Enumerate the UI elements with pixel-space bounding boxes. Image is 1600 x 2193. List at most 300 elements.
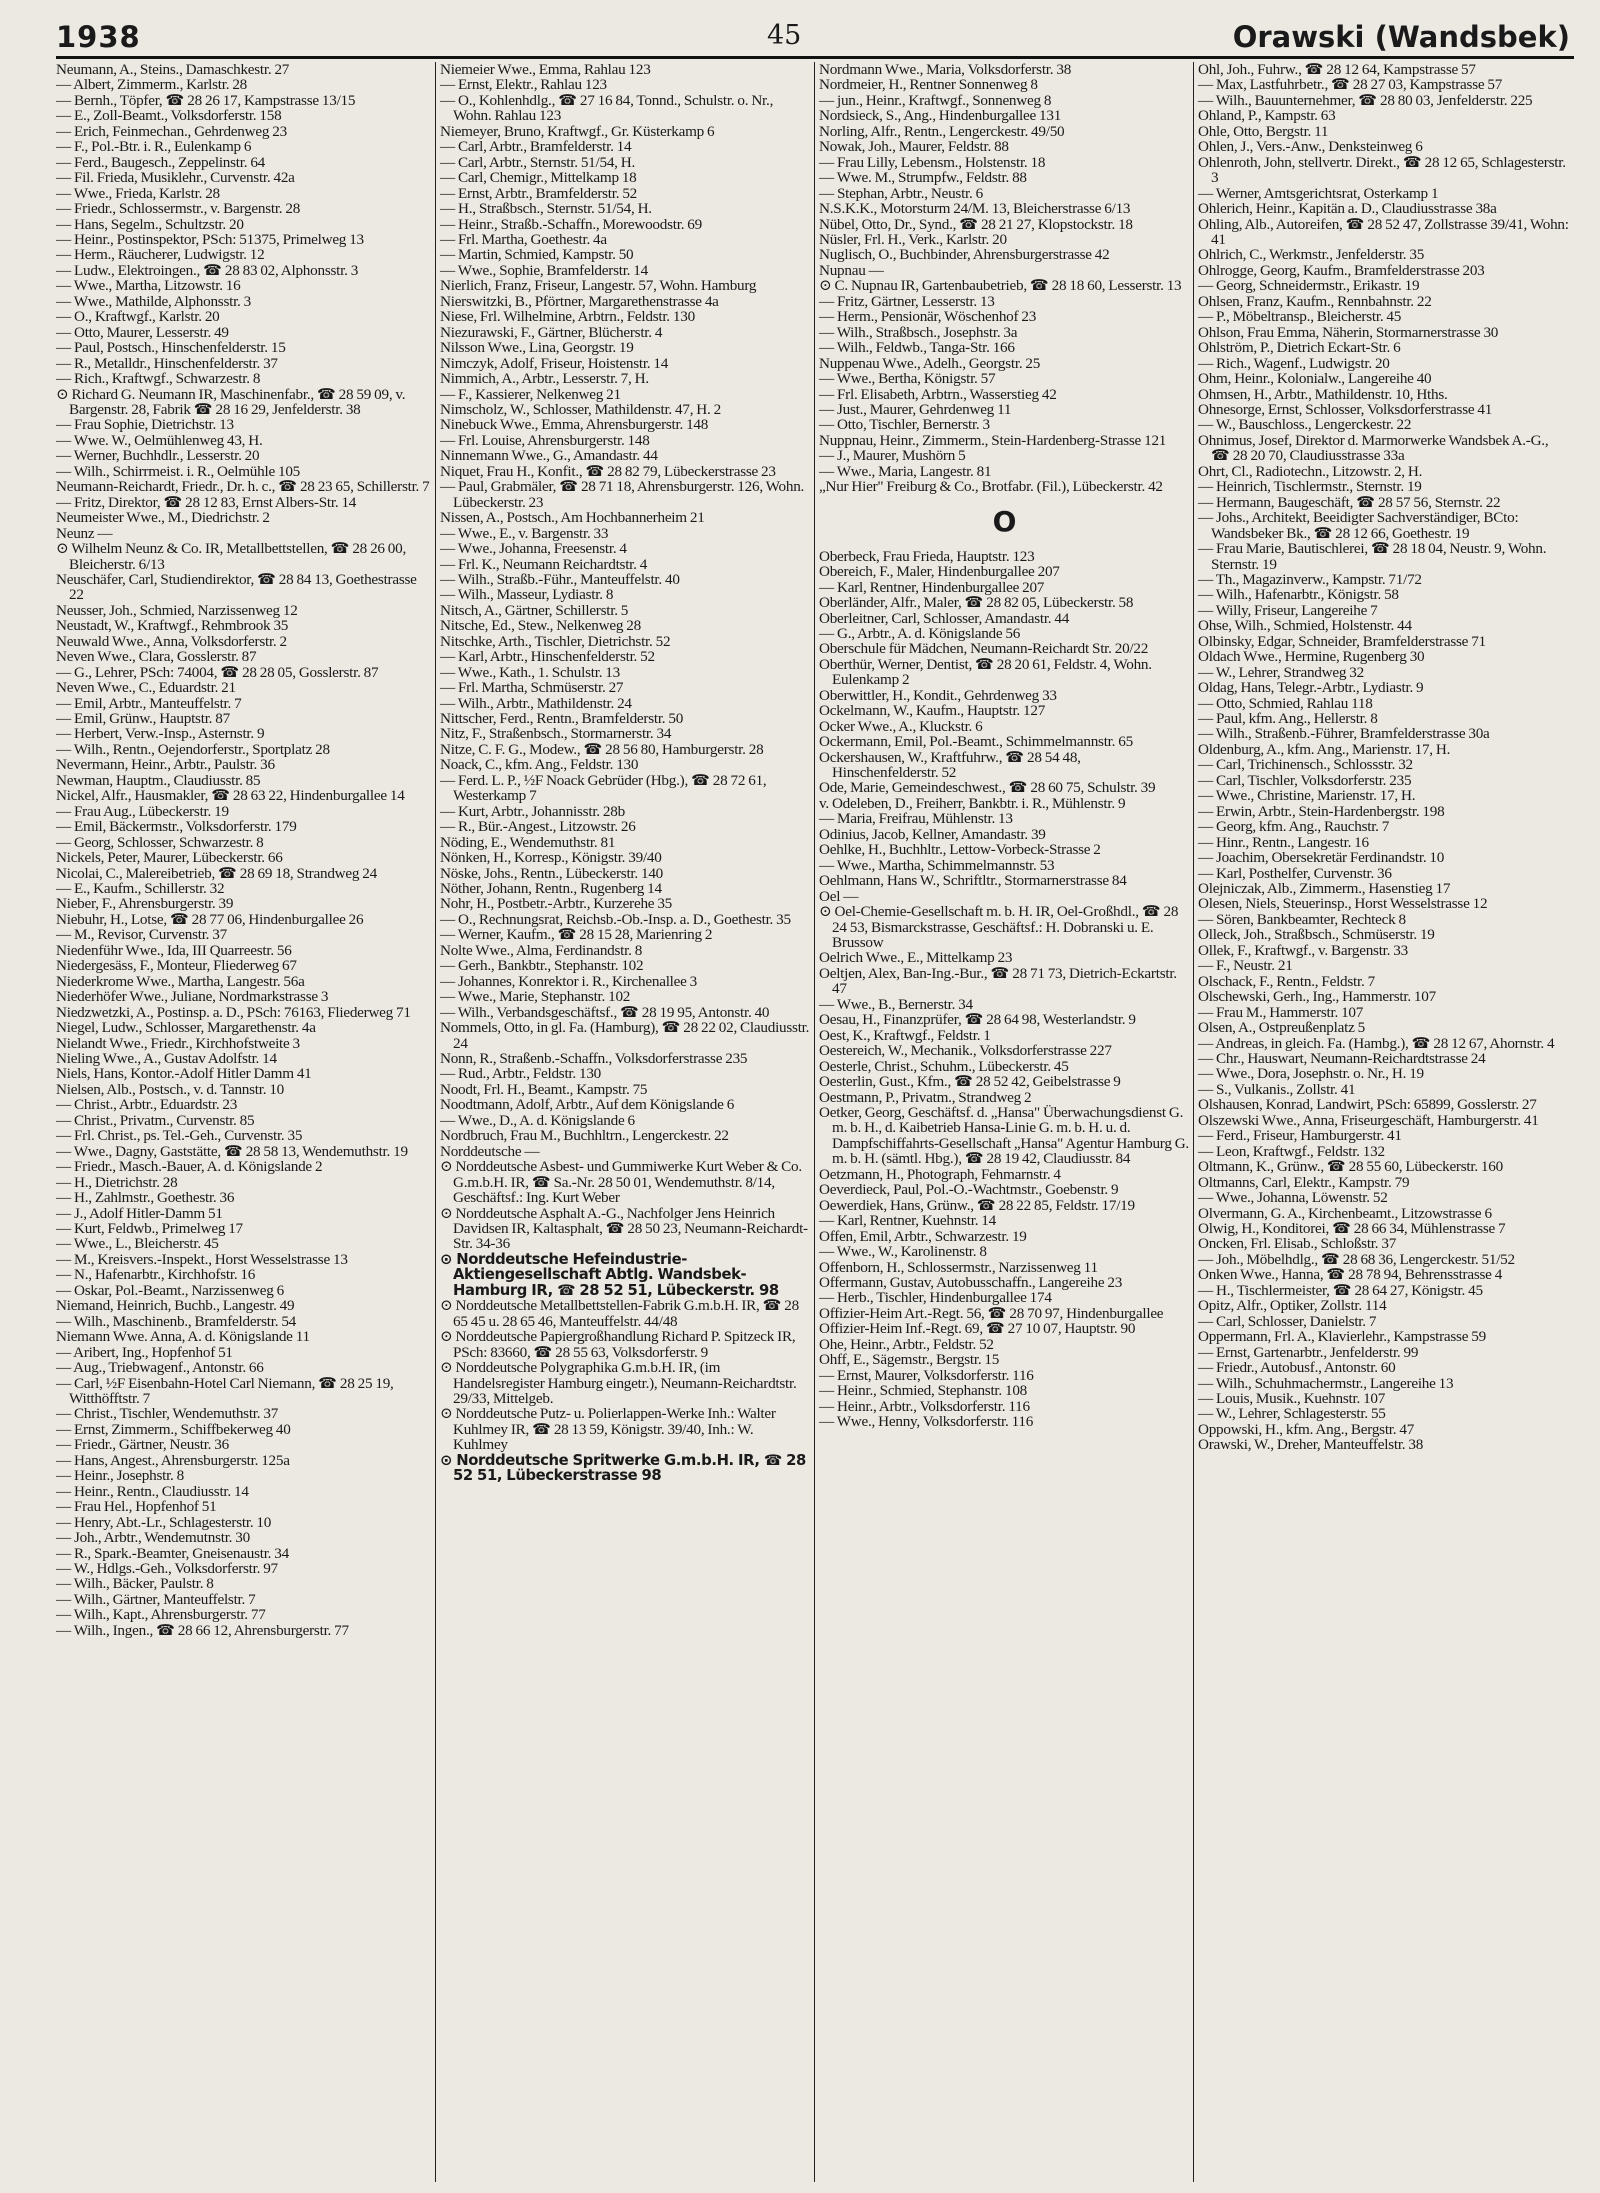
directory-entry: — Aribert, Ing., Hopfenhof 51 <box>56 1343 233 1361</box>
directory-entry: ⊙ Norddeutsche Polygraphika G.m.b.H. IR, (im Handelsregister Hamburg eingetr.), Neumann-Reichardtstr. 29/33, Mittelgeb. <box>440 1359 797 1407</box>
directory-entry: Oeverdieck, Paul, Pol.-O.-Wachtmstr., Goebenstr. 9 <box>819 1181 1119 1199</box>
directory-entry: Nitschke, Arth., Tischler, Dietrichstr. 52 <box>440 632 671 650</box>
directory-entry: — O., Kohlenhdlg., ☎ 27 16 84, Tonnd., Schulstr. o. Nr., Wohn. Rahlau 123 <box>440 91 774 125</box>
directory-entry: — Wilh., Bäcker, Paulstr. 8 <box>56 1575 214 1593</box>
directory-entry: — Frau Hel., Hopfenhof 51 <box>56 1498 217 1516</box>
directory-entry: Ohlström, P., Dietrich Eckart-Str. 6 <box>1198 339 1401 357</box>
directory-entry: — Hans, Segelm., Schultzstr. 20 <box>56 215 244 233</box>
directory-entry: — Wilh., Straßb.-Führ., Manteuffelstr. 40 <box>440 570 680 588</box>
directory-entry: — Karl, Posthelfer, Curvenstr. 36 <box>1198 864 1392 882</box>
directory-entry: — Aug., Triebwagenf., Antonstr. 66 <box>56 1359 264 1377</box>
directory-entry: — Friedr., Gärtner, Neustr. 36 <box>56 1436 229 1454</box>
directory-entry: — Johs., Architekt, Beeidigter Sachverständiger, BCto: Wandsbeker Bk., ☎ 28 12 66, Goethestr. 19 <box>1198 509 1519 542</box>
directory-entry: — Herm., Pensionär, Wöschenhof 23 <box>819 308 1037 326</box>
directory-entry: — W., Bauschloss., Lengerckestr. 22 <box>1198 416 1412 434</box>
directory-entry: Olschack, F., Rentn., Feldstr. 7 <box>1198 972 1375 990</box>
directory-entry: Oewerdiek, Hans, Grünw., ☎ 28 22 85, Feldstr. 17/19 <box>819 1196 1135 1214</box>
directory-entry: — Otto, Maurer, Lesserstr. 49 <box>56 323 229 341</box>
directory-entry: — Maria, Freifrau, Mühlenstr. 13 <box>819 810 1013 828</box>
directory-entry: Noodt, Frl. H., Beamt., Kampstr. 75 <box>440 1080 648 1098</box>
directory-entry: — Otto, Tischler, Bernerstr. 3 <box>819 416 990 434</box>
directory-entry: — W., Lehrer, Strandweg 32 <box>1198 663 1364 681</box>
directory-entry: — Sören, Bankbeamter, Rechteck 8 <box>1198 910 1406 928</box>
directory-entry: — Wwe., Marie, Stephanstr. 102 <box>440 988 631 1006</box>
directory-entry: Ohnesorge, Ernst, Schlosser, Volksdorferstrasse 41 <box>1198 400 1493 418</box>
directory-entry: Nimmich, A., Arbtr., Lesserstr. 7, H. <box>440 370 649 388</box>
directory-entry: Oetker, Georg, Geschäftsf. d. „Hansa" Überwachungsdienst G. m. b. H., d. Kaibetrieb Hansa-Linie G. m. b. H. u. d. Dampfschiffahrts-Gesellschaft „Hansa" Agentur Hamburg G. m. b. H. (sämtl. Hbg.), ☎ 28 19 42, Claudiusstr. 84 <box>819 1104 1189 1168</box>
directory-entry: Olbinsky, Edgar, Schneider, Bramfelderstrasse 71 <box>1198 632 1486 650</box>
directory-entry: — Albert, Zimmerm., Karlstr. 28 <box>56 76 248 94</box>
directory-entry: — Ferd. L. P., ½F Noack Gebrüder (Hbg.), ☎ 28 72 61, Westerkamp 7 <box>440 771 767 805</box>
directory-entry: ⊙ Wilhelm Neunz & Co. IR, Metallbettstellen, ☎ 28 26 00, Bleicherstr. 6/13 <box>56 540 407 573</box>
directory-entry: — H., Dietrichstr. 28 <box>56 1173 178 1191</box>
directory-entry: Niemann Wwe. Anna, A. d. Königslande 11 <box>56 1328 310 1346</box>
directory-entry: Ohlson, Frau Emma, Näherin, Stormarnerstrasse 30 <box>1198 323 1499 341</box>
directory-entry: — Wwe., Kath., 1. Schulstr. 13 <box>440 663 620 681</box>
directory-entry: — Erwin, Arbtr., Stein-Hardenbergstr. 198 <box>1198 802 1445 820</box>
directory-entry: Olesen, Niels, Steuerinsp., Horst Wesselstrasse 12 <box>1198 895 1488 913</box>
directory-entry: Ohle, Otto, Bergstr. 11 <box>1198 122 1329 140</box>
directory-entry: ⊙ Oel-Chemie-Gesellschaft m. b. H. IR, Oel-Großhdl., ☎ 28 24 53, Bismarckstrasse, Geschäftsf.: H. Dobranski u. E. Brussow <box>819 903 1179 952</box>
directory-entry: Niezurawski, F., Gärtner, Blücherstr. 4 <box>440 323 663 341</box>
directory-entry: Nüsler, Frl. H., Verk., Karlstr. 20 <box>819 230 1007 248</box>
directory-entry: Neumann, A., Steins., Damaschkestr. 27 <box>56 62 290 78</box>
directory-entry: — Paul, Postsch., Hinschenfelderstr. 15 <box>56 339 286 357</box>
directory-entry: — H., Zahlmstr., Goethestr. 36 <box>56 1189 235 1207</box>
directory-entry: Nissen, A., Postsch., Am Hochbannerheim 21 <box>440 509 705 527</box>
directory-entry: Oest, K., Kraftwgf., Feldstr. 1 <box>819 1026 991 1044</box>
directory-entry: — Frau Lilly, Lebensm., Holstenstr. 18 <box>819 153 1046 171</box>
directory-entry: — M., Revisor, Curvenstr. 37 <box>56 926 227 944</box>
directory-entry: Ninnemann Wwe., G., Amandastr. 44 <box>440 447 658 465</box>
directory-entry: — Frau Marie, Bautischlerei, ☎ 28 18 04, Neustr. 9, Wohn. Sternstr. 19 <box>1198 540 1547 573</box>
directory-entry: Newman, Hauptm., Claudiusstr. 85 <box>56 771 261 789</box>
directory-entry: — Friedr., Masch.-Bauer, A. d. Königslande 2 <box>56 1158 323 1176</box>
column-1 <box>56 62 435 2182</box>
header-rule <box>56 56 1574 59</box>
directory-entry: — P., Möbeltransp., Bleicherstr. 45 <box>1198 308 1402 326</box>
directory-entry: Ollek, F., Kraftwgf., v. Bargenstr. 33 <box>1198 941 1408 959</box>
directory-entry: Nommels, Otto, in gl. Fa. (Hamburg), ☎ 28 22 02, Claudiusstr. 24 <box>440 1019 810 1052</box>
directory-entry: Nordbruch, Frau M., Buchhltrn., Lengerckestr. 22 <box>440 1127 729 1145</box>
directory-entry: Noodtmann, Adolf, Arbtr., Auf dem Königslande 6 <box>440 1096 735 1114</box>
directory-entry: — Carl, ½F Eisenbahn-Hotel Carl Niemann, ☎ 28 25 19, Witthöfftstr. 7 <box>56 1374 394 1407</box>
directory-entry: — Georg, Schneidermstr., Erikastr. 19 <box>1198 277 1420 295</box>
directory-entry: — Wilh., Verbandsgeschäftsf., ☎ 28 19 95, Antonstr. 40 <box>440 1003 770 1021</box>
directory-entry: — Herb., Tischler, Hindenburgallee 174 <box>819 1289 1052 1307</box>
directory-entry: Neumann-Reichardt, Friedr., Dr. h. c., ☎ 28 23 65, Schillerstr. 7 <box>56 478 430 496</box>
directory-entry: — Wilh., Rentn., Oejendorferstr., Sportplatz 28 <box>56 740 330 758</box>
directory-entry: Ockermann, Emil, Pol.-Beamt., Schimmelmannstr. 65 <box>819 733 1133 751</box>
directory-entry: Niegel, Ludw., Schlosser, Margarethenstr. 4a <box>56 1019 316 1037</box>
directory-entry: — Willy, Friseur, Langereihe 7 <box>1198 601 1378 619</box>
directory-entry: — F., Pol.-Btr. i. R., Eulenkamp 6 <box>56 138 252 156</box>
directory-entry: — Georg, kfm. Ang., Rauchstr. 7 <box>1198 818 1390 836</box>
directory-entry: Offizier-Heim Inf.-Regt. 69, ☎ 27 10 07, Hauptstr. 90 <box>819 1320 1136 1338</box>
directory-entry: Offen, Emil, Arbtr., Schwarzestr. 19 <box>819 1227 1027 1245</box>
directory-entry: — Fritz, Gärtner, Lesserstr. 13 <box>819 292 995 310</box>
directory-entry: Nuppenau Wwe., Adelh., Georgstr. 25 <box>819 354 1041 372</box>
directory-entry: — Christ., Arbtr., Eduardstr. 23 <box>56 1096 238 1114</box>
directory-entry: — H., Straßbsch., Sternstr. 51/54, H. <box>440 200 652 218</box>
directory-entry: Nöske, Johs., Rentn., Lübeckerstr. 140 <box>440 864 664 882</box>
directory-entry: Nevermann, Heinr., Arbtr., Paulstr. 36 <box>56 756 275 774</box>
directory-entry: v. Odeleben, D., Freiherr, Bankbtr. i. R., Mühlenstr. 9 <box>819 794 1126 812</box>
directory-entry: — Carl, Arbtr., Bramfelderstr. 14 <box>440 138 632 156</box>
directory-entry: — R., Spark.-Beamter, Gneisenaustr. 34 <box>56 1544 289 1562</box>
directory-entry: — Wwe., Dagny, Gaststätte, ☎ 28 58 13, Wendemuthstr. 19 <box>56 1142 408 1160</box>
directory-entry: — Johannes, Konrektor i. R., Kirchenallee 3 <box>440 972 698 990</box>
directory-entry: „Nur Hier" Freiburg & Co., Brotfabr. (Fil.), Lübeckerstr. 42 <box>819 478 1163 496</box>
directory-entry: — Emil, Arbtr., Manteuffelstr. 7 <box>56 694 242 712</box>
directory-columns <box>56 62 1574 2182</box>
directory-entry: — Emil, Bäckermstr., Volksdorferstr. 179 <box>56 818 297 836</box>
directory-entry: — W., Lehrer, Schlagesterstr. 55 <box>1198 1405 1386 1423</box>
directory-entry: Niederkrome Wwe., Martha, Langestr. 56a <box>56 972 305 990</box>
directory-entry: Nilsson Wwe., Lina, Georgstr. 19 <box>440 339 634 357</box>
directory-entry: Nierlich, Franz, Friseur, Langestr. 57, Wohn. Hamburg <box>440 277 757 295</box>
directory-entry: Olshausen, Konrad, Landwirt, PSch: 65899, Gosslerstr. 27 <box>1198 1096 1537 1114</box>
directory-entry: — R., Metalldr., Hinschenfelderstr. 37 <box>56 354 278 372</box>
directory-entry: Nielsen, Alb., Postsch., v. d. Tannstr. 10 <box>56 1080 285 1098</box>
directory-entry: Niederhöfer Wwe., Juliane, Nordmarkstrasse 3 <box>56 988 329 1006</box>
directory-entry: Oberthür, Werner, Dentist, ☎ 28 20 61, Feldstr. 4, Wohn. Eulenkamp 2 <box>819 655 1152 689</box>
directory-entry: Oetzmann, H., Photograph, Fehmarnstr. 4 <box>819 1165 1061 1183</box>
directory-entry: Ohlerich, Heinr., Kapitän a. D., Claudiusstrasse 38a <box>1198 200 1497 218</box>
directory-entry: — E., Zoll-Beamt., Volksdorferstr. 158 <box>56 107 282 125</box>
directory-entry: Neustadt, W., Kraftwgf., Rehmbrook 35 <box>56 617 289 635</box>
directory-entry: — Just., Maurer, Gehrdenweg 11 <box>819 400 1012 418</box>
directory-entry: Oeltjen, Alex, Ban-Ing.-Bur., ☎ 28 71 73, Dietrich-Eckartstr. 47 <box>819 964 1177 998</box>
directory-entry: Nitsch, A., Gärtner, Schillerstr. 5 <box>440 601 629 619</box>
directory-entry: Ohm, Heinr., Kolonialw., Langereihe 40 <box>1198 370 1432 388</box>
directory-entry: — Emil, Grünw., Hauptstr. 87 <box>56 710 230 728</box>
directory-entry: — Wwe., Frieda, Karlstr. 28 <box>56 184 220 202</box>
directory-entry: ⊙ Norddeutsche Papiergroßhandlung Richard P. Spitzeck IR, PSch: 83660, ☎ 28 55 63, Volksdorferstr. 9 <box>440 1328 796 1361</box>
directory-entry: Olsen, A., Ostpreußenplatz 5 <box>1198 1019 1365 1037</box>
directory-entry: — Ludw., Elektroingen., ☎ 28 83 02, Alphonsstr. 3 <box>56 261 359 279</box>
directory-entry: — Max, Lastfuhrbetr., ☎ 28 27 03, Kampstrasse 57 <box>1198 76 1503 94</box>
directory-entry: Oel — <box>819 887 859 905</box>
directory-entry: Nonn, R., Straßenb.-Schaffn., Volksdorferstrasse 235 <box>440 1050 748 1067</box>
directory-entry: ⊙ Richard G. Neumann IR, Maschinenfabr., ☎ 28 59 09, v. Bargenstr. 28, Fabrik ☎ 28 16 29, Jenfelderstr. 38 <box>56 385 406 418</box>
directory-entry: Niese, Frl. Wilhelmine, Arbtrn., Feldstr. 130 <box>440 308 695 326</box>
directory-entry: — Karl, Rentner, Hindenburgallee 207 <box>819 578 1045 596</box>
directory-entry: Offenborn, H., Schlossermstr., Narzissenweg 11 <box>819 1258 1098 1276</box>
directory-entry: — Kurt, Feldwb., Primelweg 17 <box>56 1219 243 1237</box>
directory-entry: — Joh., Arbtr., Wendemutnstr. 30 <box>56 1529 250 1547</box>
directory-entry: Oehlke, H., Buchhltr., Lettow-Vorbeck-Strasse 2 <box>819 841 1101 859</box>
directory-entry: Nittscher, Ferd., Rentn., Bramfelderstr. 50 <box>440 710 684 728</box>
directory-entry: Nickel, Alfr., Hausmakler, ☎ 28 63 22, Hindenburgallee 14 <box>56 787 405 805</box>
directory-entry: — Wilh., Kapt., Ahrensburgerstr. 77 <box>56 1606 266 1624</box>
directory-entry: Oehlmann, Hans W., Schriftltr., Stormarnerstrasse 84 <box>819 872 1127 890</box>
directory-entry: Niebuhr, H., Lotse, ☎ 28 77 06, Hindenburgallee 26 <box>56 910 364 928</box>
directory-entry: — Wwe., Martha, Schimmelmannstr. 53 <box>819 856 1055 874</box>
directory-entry: Niedenführ Wwe., Ida, III Quarreestr. 56 <box>56 941 292 959</box>
directory-entry: — Wwe., Dora, Josephstr. o. Nr., H. 19 <box>1198 1065 1424 1083</box>
directory-entry: — Frl. K., Neumann Reichardtstr. 4 <box>440 555 648 573</box>
directory-entry: — Wilh., Gärtner, Manteuffelstr. 7 <box>56 1590 256 1608</box>
directory-entry: — Heinrich, Tischlermstr., Sternstr. 19 <box>1198 478 1422 496</box>
directory-entry: — Wwe., Mathilde, Alphonsstr. 3 <box>56 292 251 310</box>
directory-entry: — Martin, Schmied, Kampstr. 50 <box>440 246 634 264</box>
directory-entry: Nieling Wwe., A., Gustav Adolfstr. 14 <box>56 1050 277 1067</box>
directory-entry: — Wilh., Feldwb., Tanga-Str. 166 <box>819 339 1015 357</box>
directory-entry: Oestereich, W., Mechanik., Volksdorferstrasse 227 <box>819 1042 1112 1060</box>
directory-entry: — Rud., Arbtr., Feldstr. 130 <box>440 1065 602 1083</box>
directory-entry: Niedzwetzki, A., Postinsp. a. D., PSch: 76163, Fliederweg 71 <box>56 1003 411 1021</box>
directory-entry: — Wwe. W., Oelmühlenweg 43, H. <box>56 431 263 449</box>
directory-entry: — Wilh., Straßenb.-Führer, Bramfelderstrasse 30a <box>1198 725 1490 743</box>
directory-entry: — Bernh., Töpfer, ☎ 28 26 17, Kampstrasse 13/15 <box>56 91 356 109</box>
directory-entry: — Wilh., Arbtr., Mathildenstr. 24 <box>440 694 632 712</box>
directory-entry: Nieber, F., Ahrensburgerstr. 39 <box>56 895 234 913</box>
directory-entry: — Wwe., Sophie, Bramfelderstr. 14 <box>440 261 648 279</box>
directory-entry: — Kurt, Arbtr., Johannisstr. 28b <box>440 802 625 820</box>
directory-entry: Ockelmann, W., Kaufm., Hauptstr. 127 <box>819 702 1046 720</box>
directory-entry: — Rich., Wagenf., Ludwigstr. 20 <box>1198 354 1390 372</box>
directory-entry: — Hermann, Baugeschäft, ☎ 28 57 56, Sternstr. 22 <box>1198 493 1501 511</box>
directory-entry: — G., Lehrer, PSch: 74004, ☎ 28 28 05, Gosslerstr. 87 <box>56 663 379 681</box>
directory-entry: — O., Rechnungsrat, Reichsb.-Ob.-Insp. a. D., Goethestr. 35 <box>440 910 791 928</box>
directory-entry: ⊙ C. Nupnau IR, Gartenbaubetrieb, ☎ 28 18 60, Lesserstr. 13 <box>819 277 1182 295</box>
directory-entry: — Th., Magazinverw., Kampstr. 71/72 <box>1198 570 1422 588</box>
directory-entry: Oldag, Hans, Telegr.-Arbtr., Lydiastr. 9 <box>1198 679 1424 697</box>
directory-entry: Oelrich Wwe., E., Mittelkamp 23 <box>819 949 1013 967</box>
directory-entry: N.S.K.K., Motorsturm 24/M. 13, Bleicherstrasse 6/13 <box>819 200 1131 218</box>
directory-entry: Oldenburg, A., kfm. Ang., Marienstr. 17, H. <box>1198 740 1451 758</box>
directory-entry: — Karl, Rentner, Kuehnstr. 14 <box>819 1212 996 1230</box>
directory-entry: Neusser, Joh., Schmied, Narzissenweg 12 <box>56 601 298 619</box>
directory-entry: — Herbert, Verw.-Insp., Asternstr. 9 <box>56 725 265 743</box>
directory-entry: Nöther, Johann, Rentn., Rugenberg 14 <box>440 880 662 898</box>
directory-entry: Niels, Hans, Kontor.-Adolf Hitler Damm 41 <box>56 1065 312 1083</box>
directory-entry: Offizier-Heim Art.-Regt. 56, ☎ 28 70 97, Hindenburgallee <box>819 1304 1164 1322</box>
directory-entry: Ockershausen, W., Kraftfuhrw., ☎ 28 54 48, Hinschenfelderstr. 52 <box>819 748 1081 782</box>
directory-entry: — Wwe. M., Strumpfw., Feldstr. 88 <box>819 169 1027 187</box>
directory-entry: Nitze, C. F. G., Modew., ☎ 28 56 80, Hamburgerstr. 28 <box>440 740 764 758</box>
directory-entry: — Fritz, Direktor, ☎ 28 12 83, Ernst Albers-Str. 14 <box>56 493 357 511</box>
directory-entry: — Paul, Grabmäler, ☎ 28 71 18, Ahrensburgerstr. 126, Wohn. Lübeckerstr. 23 <box>440 478 805 511</box>
directory-entry: — Christ., Tischler, Wendemuthstr. 37 <box>56 1405 279 1423</box>
directory-entry: Oberbeck, Frau Frieda, Hauptstr. 123 <box>819 547 1035 565</box>
directory-entry: — Frl. Christ., ps. Tel.-Geh., Curvenstr. 35 <box>56 1127 303 1145</box>
directory-entry: — Wilh., Schuhmachermstr., Langereihe 13 <box>1198 1374 1454 1392</box>
directory-entry: — Frau M., Hammerstr. 107 <box>1198 1003 1364 1021</box>
directory-entry: Odinius, Jacob, Kellner, Amandastr. 39 <box>819 825 1046 843</box>
directory-entry: Niedergesäss, F., Monteur, Fliederweg 67 <box>56 957 297 975</box>
directory-entry: — Wilh., Bauunternehmer, ☎ 28 80 03, Jenfelderstr. 225 <box>1198 91 1533 109</box>
directory-entry: — Heinr., Schmied, Stephanstr. 108 <box>819 1382 1028 1400</box>
directory-entry: — Frl. Martha, Goethestr. 4a <box>440 230 607 248</box>
directory-entry: Olschewski, Gerh., Ing., Hammerstr. 107 <box>1198 988 1436 1006</box>
directory-entry: — Wwe., E., v. Bargenstr. 33 <box>440 524 609 542</box>
directory-entry: Ode, Marie, Gemeindeschwest., ☎ 28 60 75, Schulstr. 39 <box>819 779 1156 797</box>
directory-entry: — Wwe., L., Bleicherstr. 45 <box>56 1235 219 1253</box>
directory-entry: Olwig, H., Konditorei, ☎ 28 66 34, Mühlenstrasse 7 <box>1198 1219 1506 1237</box>
directory-entry: Obereich, F., Maler, Hindenburgallee 207 <box>819 563 1060 581</box>
directory-entry: — Wilh., Masseur, Lydiastr. 8 <box>440 586 614 604</box>
directory-entry: ⊙ Norddeutsche Hefeindustrie-Aktiengesellschaft Abtlg. Wandsbek-Hamburg IR, ☎ 28 52 51, Lübeckerstr. 98 <box>440 1250 779 1299</box>
directory-entry: Nickels, Peter, Maurer, Lübeckerstr. 66 <box>56 849 283 867</box>
directory-entry: Niemand, Heinrich, Buchb., Langestr. 49 <box>56 1297 295 1315</box>
directory-entry: Nimczyk, Adolf, Friseur, Hoistenstr. 14 <box>440 354 669 372</box>
directory-entry: Offermann, Gustav, Autobusschaffn., Langereihe 23 <box>819 1273 1123 1291</box>
directory-entry: Oberländer, Alfr., Maler, ☎ 28 82 05, Lübeckerstr. 58 <box>819 594 1134 612</box>
directory-entry: Ohmsen, H., Arbtr., Mathildenstr. 10, Hths. <box>1198 385 1448 403</box>
directory-entry: Nübel, Otto, Dr., Synd., ☎ 28 21 27, Klopstockstr. 18 <box>819 215 1133 233</box>
directory-entry: — Wilh., Straßbsch., Josephstr. 3a <box>819 323 1018 341</box>
directory-entry: ⊙ Norddeutsche Putz- u. Polierlappen-Werke Inh.: Walter Kuhlmey IR, ☎ 28 13 59, Königstr. 39/40, Inh.: W. Kuhlmey <box>440 1405 776 1454</box>
directory-entry: — Ernst, Elektr., Rahlau 123 <box>440 76 607 94</box>
directory-entry: Ohlenroth, John, stellvertr. Direkt., ☎ 28 12 65, Schlagesterstr. 3 <box>1198 153 1566 187</box>
directory-entry: — Joh., Möbelhdlg., ☎ 28 68 36, Lengerckestr. 51/52 <box>1198 1250 1515 1268</box>
directory-entry: — Rich., Kraftwgf., Schwarzestr. 8 <box>56 370 261 388</box>
running-title: Orawski (Wandsbek) <box>1232 20 1570 54</box>
directory-entry: — Ferd., Baugesch., Zeppelinstr. 64 <box>56 153 266 171</box>
directory-entry: Niquet, Frau H., Konfit., ☎ 28 82 79, Lübeckerstrasse 23 <box>440 462 776 480</box>
directory-entry: Neunz — <box>56 524 113 542</box>
directory-entry: Olvermann, G. A., Kirchenbeamt., Litzowstrasse 6 <box>1198 1204 1492 1222</box>
directory-entry: — S., Vulkanis., Zollstr. 41 <box>1198 1080 1356 1098</box>
directory-entry: — Frau Sophie, Dietrichstr. 13 <box>56 416 234 434</box>
directory-entry: — Georg, Schlosser, Schwarzestr. 8 <box>56 833 264 851</box>
column-2 <box>435 62 814 2182</box>
directory-entry: ⊙ Norddeutsche Asbest- und Gummiwerke Kurt Weber & Co. G.m.b.H. IR, ☎ Sa.-Nr. 28 50 01, Wendemuthstr. 8/14, Geschäftsf.: Ing. Kurt Weber <box>440 1158 802 1207</box>
column-3 <box>814 62 1193 2182</box>
page-header <box>52 14 1570 62</box>
directory-entry: Oestmann, P., Privatm., Strandweg 2 <box>819 1088 1032 1106</box>
directory-entry: Nupnau — <box>819 261 884 279</box>
directory-entry: — M., Kreisvers.-Inspekt., Horst Wesselstrasse 13 <box>56 1250 348 1268</box>
directory-entry: Onken Wwe., Hanna, ☎ 28 78 94, Behrensstrasse 4 <box>1198 1266 1503 1284</box>
directory-entry: Neuschäfer, Carl, Studiendirektor, ☎ 28 84 13, Goethestrasse 22 <box>56 570 417 604</box>
directory-entry: — Carl, Arbtr., Sternstr. 51/54, H. <box>440 153 636 171</box>
directory-entry: — Henry, Abt.-Lr., Schlagesterstr. 10 <box>56 1513 272 1531</box>
directory-entry: — O., Kraftwgf., Karlstr. 20 <box>56 308 220 326</box>
directory-entry: Nowak, Joh., Maurer, Feldstr. 88 <box>819 138 1009 156</box>
directory-entry: — Hans, Angest., Ahrensburgerstr. 125a <box>56 1451 290 1469</box>
directory-entry: Oberleitner, Carl, Schlosser, Amandastr. 44 <box>819 609 1070 627</box>
directory-entry: — Leon, Kraftwgf., Feldstr. 132 <box>1198 1142 1385 1160</box>
directory-entry: — Andreas, in gleich. Fa. (Hambg.), ☎ 28 12 67, Ahornstr. 4 <box>1198 1034 1555 1052</box>
directory-entry: — Carl, Trichinensch., Schlossstr. 32 <box>1198 756 1413 774</box>
directory-entry: — Stephan, Arbtr., Neustr. 6 <box>819 184 983 202</box>
directory-entry: Noack, C., kfm. Ang., Feldstr. 130 <box>440 756 639 774</box>
directory-entry: Ohlsen, Franz, Kaufm., Rennbahnstr. 22 <box>1198 292 1432 310</box>
directory-entry: Ocker Wwe., A., Kluckstr. 6 <box>819 717 983 735</box>
directory-entry: — Werner, Kaufm., ☎ 28 15 28, Marienring 2 <box>440 926 713 944</box>
directory-entry: — Christ., Privatm., Curvenstr. 85 <box>56 1111 255 1129</box>
directory-entry: Ohling, Alb., Autoreifen, ☎ 28 52 47, Zollstrasse 39/41, Wohn: 41 <box>1198 215 1569 248</box>
directory-entry: — Friedr., Autobusf., Antonstr. 60 <box>1198 1359 1396 1377</box>
directory-entry: — Ernst, Maurer, Volksdorferstr. 116 <box>819 1366 1034 1384</box>
directory-entry: Norddeutsche — <box>440 1142 540 1160</box>
directory-entry: Oesterle, Christ., Schuhm., Lübeckerstr. 45 <box>819 1057 1069 1075</box>
directory-entry: ⊙ Norddeutsche Metallbettstellen-Fabrik G.m.b.H. IR, ☎ 28 65 45 u. 28 65 46, Manteuffelstr. 44/48 <box>440 1297 799 1330</box>
directory-entry: — Carl, Schlosser, Danielstr. 7 <box>1198 1312 1377 1330</box>
directory-entry: — Gerh., Bankbtr., Stephanstr. 102 <box>440 957 644 975</box>
directory-entry: — Frau Aug., Lübeckerstr. 19 <box>56 802 229 820</box>
directory-entry: Nordmeier, H., Rentner Sonnenweg 8 <box>819 76 1038 94</box>
directory-entry: Nitz, F., Straßenbsch., Stormarnerstr. 34 <box>440 725 672 743</box>
directory-entry: Nuglisch, O., Buchbinder, Ahrensburgerstrasse 42 <box>819 246 1110 264</box>
directory-entry: Oesau, H., Finanzprüfer, ☎ 28 64 98, Westerlandstr. 9 <box>819 1011 1136 1029</box>
directory-entry: Nordsieck, S., Ang., Hindenburgallee 131 <box>819 107 1062 125</box>
directory-entry: — Wwe., Martha, Litzowstr. 16 <box>56 277 241 295</box>
directory-entry: Oberschule für Mädchen, Neumann-Reichardt Str. 20/22 <box>819 640 1149 658</box>
directory-entry: Oltmann, K., Grünw., ☎ 28 55 60, Lübeckerstr. 160 <box>1198 1158 1503 1176</box>
directory-entry: — Frl. Elisabeth, Arbtrn., Wasserstieg 42 <box>819 385 1057 403</box>
directory-entry: — Louis, Musik., Kuehnstr. 107 <box>1198 1389 1386 1407</box>
directory-entry: — E., Kaufm., Schillerstr. 32 <box>56 880 225 898</box>
directory-entry: Niemeier Wwe., Emma, Rahlau 123 <box>440 62 651 78</box>
directory-entry: — Wwe., Christine, Marienstr. 17, H. <box>1198 787 1416 805</box>
directory-entry: — Wilh., Hafenarbtr., Königstr. 58 <box>1198 586 1399 604</box>
directory-entry: Nönken, H., Korresp., Königstr. 39/40 <box>440 849 662 867</box>
directory-entry: Oncken, Frl. Elisab., Schloßstr. 37 <box>1198 1235 1397 1253</box>
directory-entry: — J., Adolf Hitler-Damm 51 <box>56 1204 223 1222</box>
directory-entry: — Wwe., Bertha, Königstr. 57 <box>819 370 996 388</box>
directory-entry: Orawski, W., Dreher, Manteuffelstr. 38 <box>1198 1436 1424 1454</box>
directory-entry: — jun., Heinr., Kraftwgf., Sonnenweg 8 <box>819 91 1052 109</box>
directory-entry: Ohl, Joh., Fuhrw., ☎ 28 12 64, Kampstrasse 57 <box>1198 62 1476 78</box>
directory-entry: — F., Kassierer, Nelkenweg 21 <box>440 385 621 403</box>
directory-entry: Nicolai, C., Malereibetrieb, ☎ 28 69 18, Strandweg 24 <box>56 864 377 882</box>
directory-entry: — Heinr., Postinspektor, PSch: 51375, Primelweg 13 <box>56 230 364 248</box>
directory-entry: — Wwe., W., Karolinenstr. 8 <box>819 1243 987 1261</box>
directory-entry: — Wilh., Schirrmeist. i. R., Oelmühle 105 <box>56 462 301 480</box>
directory-entry: Ohlrich, C., Werkmstr., Jenfelderstr. 35 <box>1198 246 1425 264</box>
directory-entry: — Oskar, Pol.-Beamt., Narzissenweg 6 <box>56 1281 284 1299</box>
directory-entry: — Heinr., Rentn., Claudiusstr. 14 <box>56 1482 249 1500</box>
directory-entry: — Heinr., Josephstr. 8 <box>56 1467 184 1485</box>
directory-entry: Ohff, E., Sägemstr., Bergstr. 15 <box>819 1351 1000 1369</box>
directory-entry: — Ernst, Gartenarbtr., Jenfelderstr. 99 <box>1198 1343 1419 1361</box>
directory-entry: — Karl, Arbtr., Hinschenfelderstr. 52 <box>440 648 655 666</box>
section-letter: O <box>992 504 1017 538</box>
directory-entry: — Paul, kfm. Ang., Hellerstr. 8 <box>1198 710 1378 728</box>
directory-entry: Oppowski, H., kfm. Ang., Bergstr. 47 <box>1198 1420 1415 1438</box>
page-number: 45 <box>767 20 802 51</box>
directory-entry: Neuwald Wwe., Anna, Volksdorferstr. 2 <box>56 632 287 650</box>
directory-entry: Nuppnau, Heinr., Zimmerm., Stein-Hardenberg-Strasse 121 <box>819 431 1167 449</box>
directory-entry: Olejniczak, Alb., Zimmerm., Hasenstieg 17 <box>1198 880 1451 898</box>
directory-entry: — Herm., Räucherer, Ludwigstr. 12 <box>56 246 265 264</box>
directory-entry: Olszewski Wwe., Anna, Friseurgeschäft, Hamburgerstr. 41 <box>1198 1111 1539 1129</box>
directory-entry: Nordmann Wwe., Maria, Volksdorferstr. 38 <box>819 62 1072 78</box>
directory-entry: Nöding, E., Wendemuthstr. 81 <box>440 833 616 851</box>
directory-entry: — Fil. Frieda, Musiklehr., Curvenstr. 42a <box>56 169 295 187</box>
directory-entry: — G., Arbtr., A. d. Königslande 56 <box>819 624 1021 642</box>
directory-entry: Ohland, P., Kampstr. 63 <box>1198 107 1336 125</box>
directory-entry: Ohrt, Cl., Radiotechn., Litzowstr. 2, H. <box>1198 462 1423 480</box>
directory-entry: Nierswitzki, B., Pförtner, Margarethenstrasse 4a <box>440 292 719 310</box>
directory-entry: — Carl, Tischler, Volksdorferstr. 235 <box>1198 771 1412 789</box>
directory-entry: — Werner, Amtsgerichtsrat, Osterkamp 1 <box>1198 184 1439 202</box>
directory-entry: — Ferd., Friseur, Hamburgerstr. 41 <box>1198 1127 1402 1145</box>
directory-entry: Ohnimus, Josef, Direktor d. Marmorwerke Wandsbek A.-G., ☎ 28 20 70, Claudiusstrasse 33a <box>1198 431 1549 465</box>
directory-entry: — Otto, Schmied, Rahlau 118 <box>1198 694 1373 712</box>
directory-entry: Ninebuck Wwe., Emma, Ahrensburgerstr. 148 <box>440 416 709 434</box>
directory-entry: — Wwe., D., A. d. Königslande 6 <box>440 1111 635 1129</box>
directory-entry: — Wwe., Johanna, Löwenstr. 52 <box>1198 1189 1388 1207</box>
directory-entry: — Wwe., B., Bernerstr. 34 <box>819 995 973 1013</box>
directory-entry: Oppermann, Frl. A., Klavierlehr., Kampstrasse 59 <box>1198 1328 1486 1346</box>
directory-entry: — Erich, Feinmechan., Gehrdenweg 23 <box>56 122 287 140</box>
directory-entry: Norling, Alfr., Rentn., Lengerckestr. 49/50 <box>819 122 1065 140</box>
